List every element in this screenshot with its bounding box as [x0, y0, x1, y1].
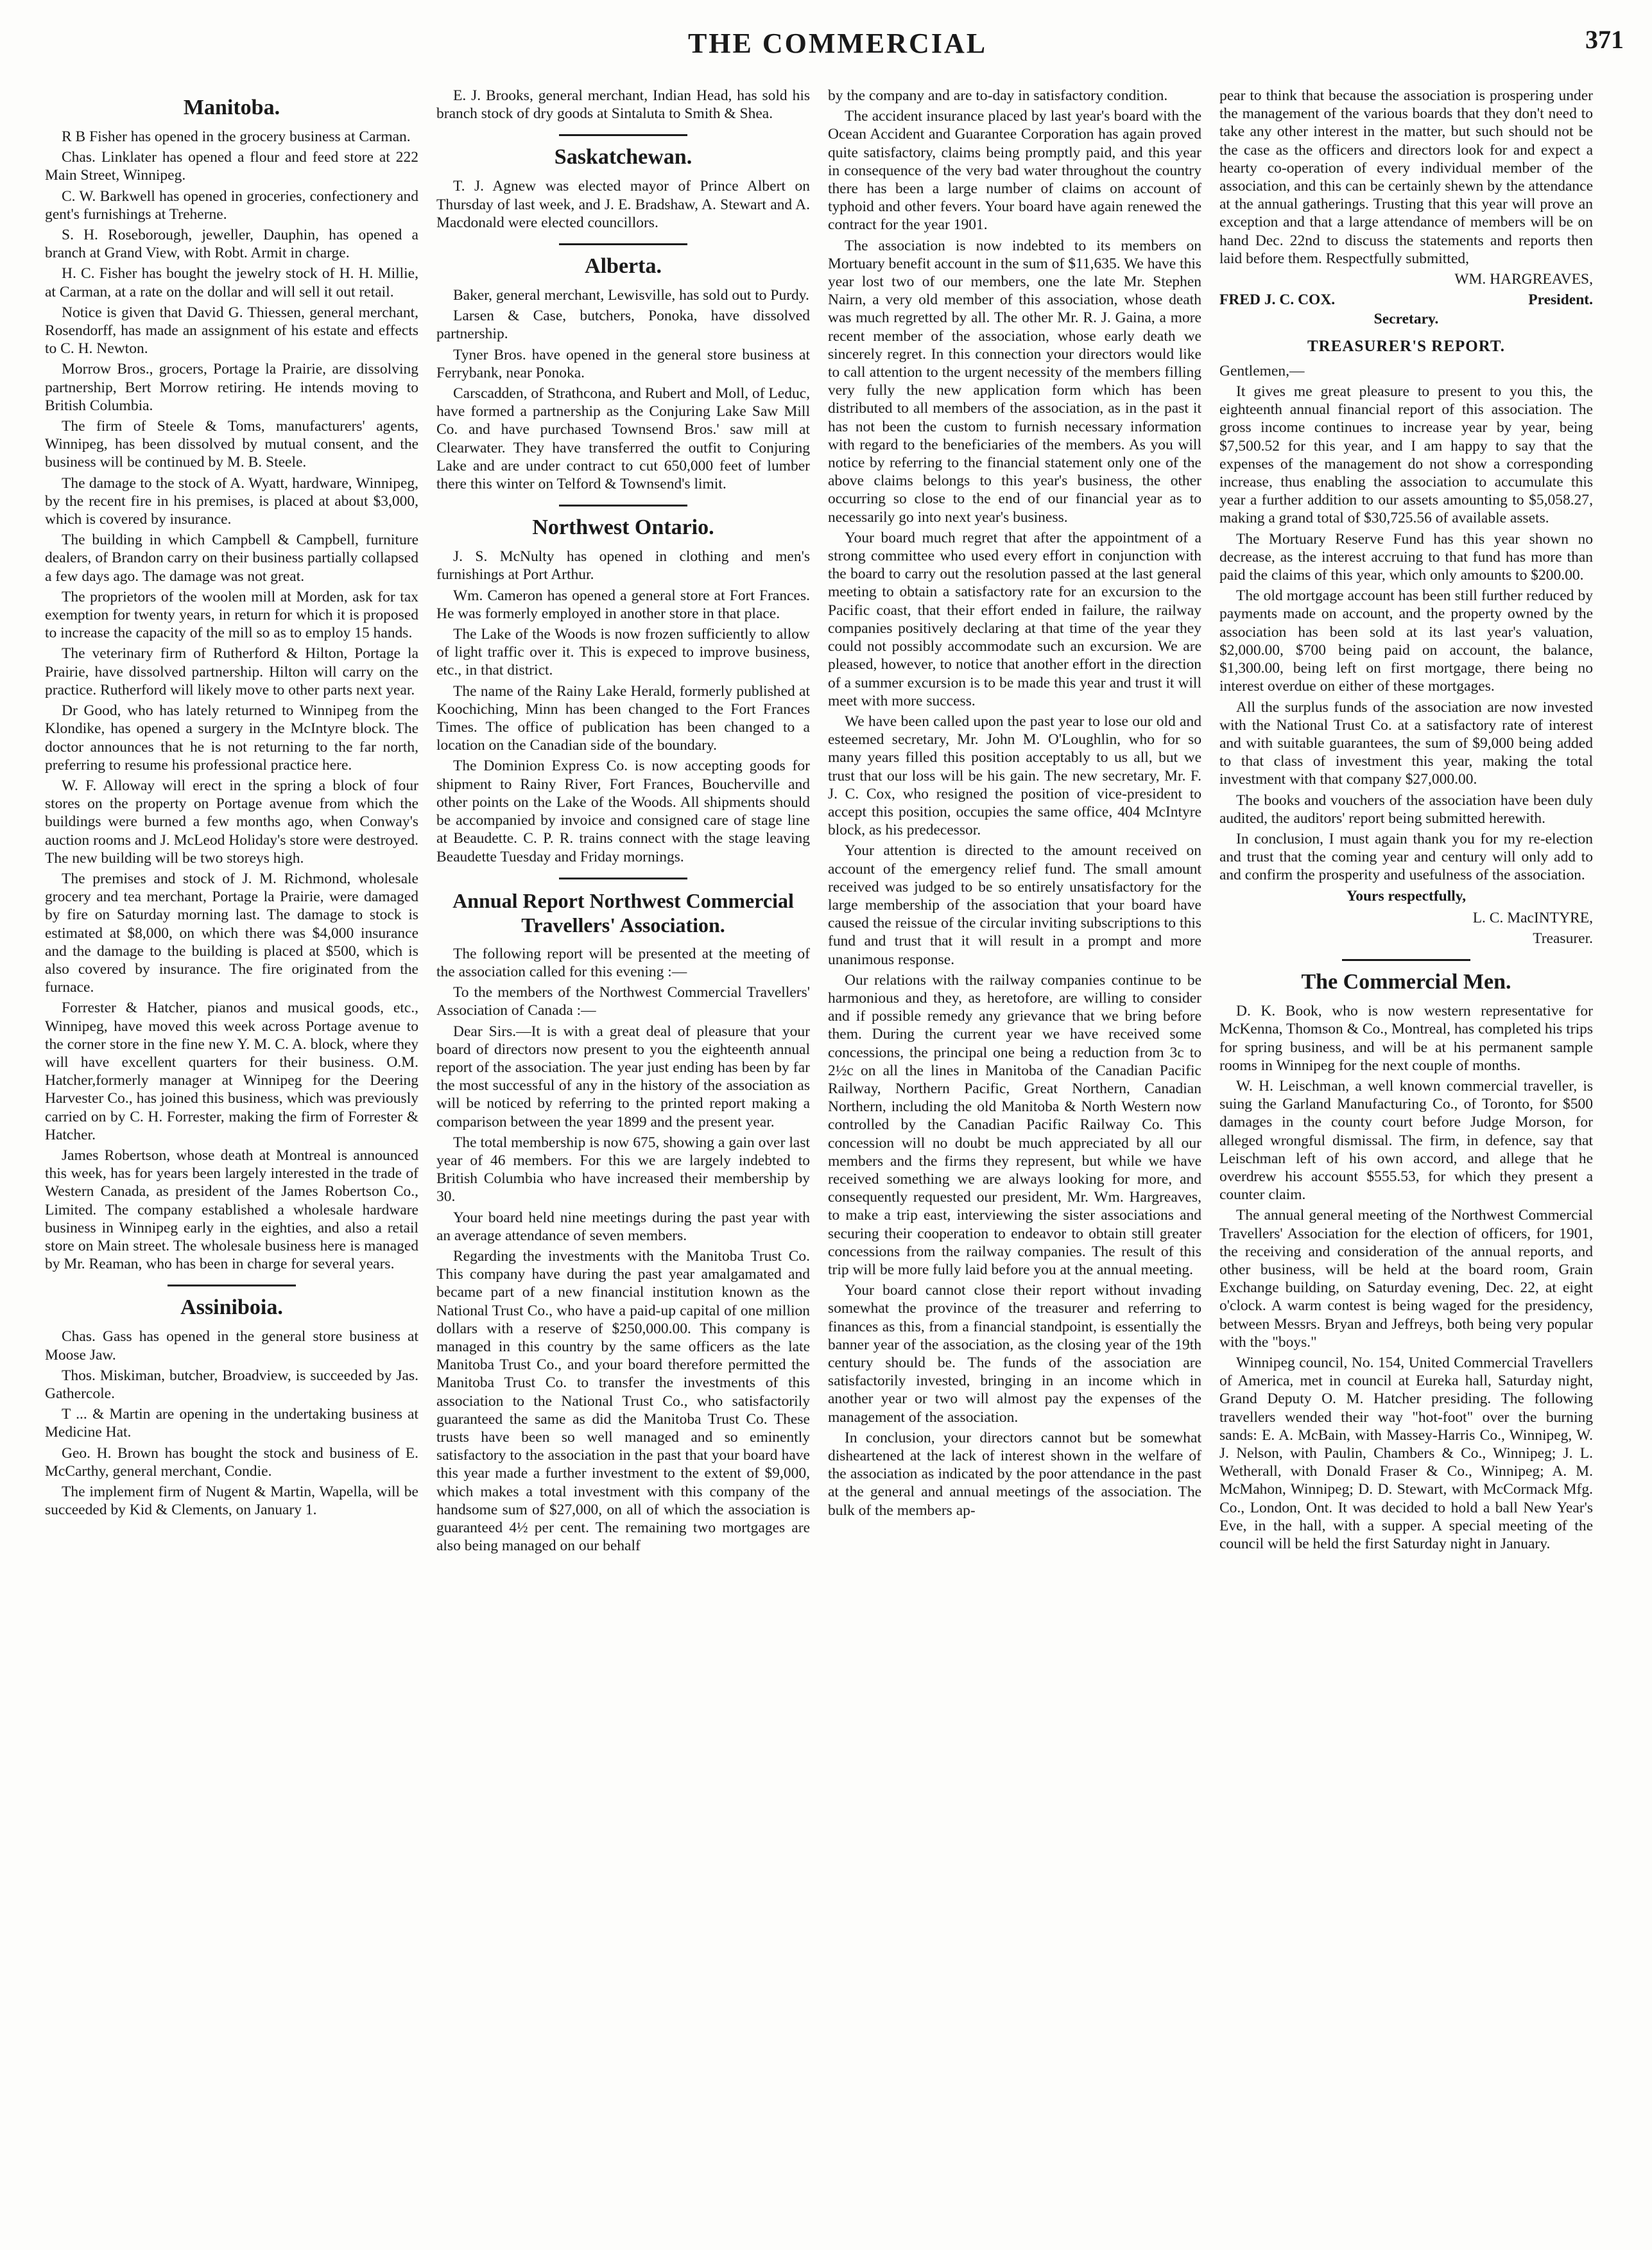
section-divider: [559, 134, 687, 136]
paragraph: Carscadden, of Strathcona, and Rubert and Moll, of Leduc, have formed a partnership as the Conjuring Lake Saw Mill Co. and have purchased Townsend Bros.' saw mill at Clearwater. They have transferred the outfit to Conjuring Lake and are under contract to cut 650,000 feet of lumber there this winter on Telford & Townsend's limit.: [436, 385, 810, 493]
paragraph: J. S. McNulty has opened in clothing and men's furnishings at Port Arthur.: [436, 548, 810, 584]
paragraph: E. J. Brooks, general merchant, Indian Head, has sold his branch stock of dry goods at Sintaluta to Smith & Shea.: [436, 87, 810, 123]
signature-name: FRED J. C. COX.: [1219, 291, 1336, 309]
paragraph: S. H. Roseborough, jeweller, Dauphin, has opened a branch at Grand View, with Robt. Armit in charge.: [45, 227, 418, 262]
article-heading: Annual Report Northwest Commercial Travellers' Association.: [452, 888, 794, 937]
paragraph: Gentlemen,—: [1219, 362, 1305, 379]
publication-title: THE COMMERCIAL: [687, 28, 988, 59]
paragraph: R B Fisher has opened in the grocery business at Carman.: [62, 128, 411, 145]
paragraph: by the company and are to-day in satisfactory condition.: [828, 87, 1168, 104]
paragraph: T. J. Agnew was elected mayor of Prince Albert on Thursday of last week, and J. E. Bradshaw, A. Stewart and A. Macdonald were elected councillors.: [436, 178, 810, 231]
paragraph: In conclusion, I must again thank you for my re-election and trust that the coming year and century will only add to and confirm the prosperity and usefulness of the association.: [1219, 830, 1593, 884]
paragraph: Wm. Cameron has opened a general store at Fort Frances. He was formerly employed in another store in that place.: [436, 587, 810, 622]
signature-line: Yours respectfully,: [1346, 887, 1467, 904]
page-number: 371: [1585, 25, 1624, 54]
column-4: [1219, 87, 1593, 2224]
paragraph: Forrester & Hatcher, pianos and musical goods, etc., Winnipeg, have moved this week across Portage avenue to the corner store in the fine new Y. M. C. A. block, where they will have excellent quarters for their business. O.M. Hatcher,formerly manager at Winnipeg for the Deering Harvester Co., has joined this business, which was previously carried on by C. H. Forrester, making the firm of Forrester & Hatcher.: [45, 1000, 418, 1143]
paragraph: W. F. Alloway will erect in the spring a block of four stores on the property on Portage avenue from which the buildings were burned a few months ago, when Conway's auction rooms and J. McLeod Holiday's store were destroyed. The new building will be two storeys high.: [45, 777, 418, 867]
masthead: [51, 23, 1624, 68]
paragraph: The building in which Campbell & Campbell, furniture dealers, of Brandon carry on their business partially collapsed a few days ago. The damage was not great.: [45, 532, 418, 585]
paragraph: Baker, general merchant, Lewisville, has sold out to Purdy.: [453, 287, 809, 304]
paragraph: The following report will be presented at the meeting of the association called for this evening :—: [436, 945, 810, 980]
signature-line: Secretary.: [1373, 311, 1439, 328]
paragraph: Your board cannot close their report without invading somewhat the province of the treasurer and referring to finances as this, from a financial standpoint, is essentially the banner year of the association, as the closing year of the 19th century should be. The funds of the association are satisfactorily invested, bringing in an income which in another year or two will almost pay the expenses of the management of the association.: [828, 1282, 1201, 1426]
paragraph: Thos. Miskiman, butcher, Broadview, is succeeded by Jas. Gathercole.: [45, 1367, 418, 1402]
paragraph: D. K. Book, who is now western representative for McKenna, Thomson & Co., Montreal, has completed his trips for spring business, and will be at his permanent sample rooms in Winnipeg for the next couple of months.: [1219, 1003, 1593, 1074]
paragraph: Larsen & Case, butchers, Ponoka, have dissolved partnership.: [436, 307, 810, 343]
paragraph: C. W. Barkwell has opened in groceries, confectionery and gent's furnishings at Treherne.: [45, 187, 418, 223]
section-divider: [559, 505, 687, 506]
paragraph: Your board much regret that after the appointment of a strong committee who used every effort in conjunction with the board to carry out the resolution passed at the last general meeting to obtain a satisfactory rate for an excursion to the Pacific coast, that their effort ended in failure, the railway companies positively declaring at that time of the year they could not possibly accommodate such an excursion. We are pleased, however, to notice that another effort in the direction of a summer excursion is to be made this year and trust it will meet with more success.: [828, 529, 1201, 709]
paragraph: The old mortgage account has been still further reduced by payments made on account, and the property owned by the association has been sold at its last year's valuation, $2,000.00, $700 being paid on account, the balance, $1,300.00, being left on first mortgage, there being no interest overdue on either of these mortgages.: [1219, 587, 1593, 695]
section-divider: [559, 243, 687, 245]
section-divider: [559, 878, 687, 879]
paragraph: Morrow Bros., grocers, Portage la Prairie, are dissolving partnership, Bert Morrow retiring. He intends moving to British Columbia.: [45, 361, 418, 414]
section-heading: The Commercial Men.: [1301, 970, 1511, 994]
signature-line: L. C. MacINTYRE,: [1472, 909, 1593, 926]
section-heading: Manitoba.: [183, 96, 280, 119]
paragraph: The Mortuary Reserve Fund has this year shown no decrease, as the interest accruing to that fund has more than paid the claims of this year, which only amounts to $200.00.: [1219, 530, 1593, 584]
signature-title: President.: [1528, 291, 1593, 309]
paragraph: Dr Good, who has lately returned to Winnipeg from the Klondike, has opened a surgery in the McIntyre block. The doctor announces that he is not returning to the far north, preferring to resume his professional practice here.: [45, 702, 418, 774]
paragraph: The Dominion Express Co. is now accepting goods for shipment to Rainy River, Fort Frances, Boucherville and other points on the Lake of the Woods. All shipments should be accompanied by invoice and consigned care of stage line at Beaudette. C. P. R. trains connect with the stage leaving Beaudette Tuesday and Friday mornings.: [436, 757, 810, 865]
paragraph: All the surplus funds of the association are now invested with the National Trust Co. at a satisfactory rate of interest and with suitable guarantees, the sum of $9,000 being added to that class of investment this year, making the total investment with that company $27,000.00.: [1219, 698, 1593, 788]
paragraph: W. H. Leischman, a well known commercial traveller, is suing the Garland Manufacturing Co., of Toronto, for $500 damages in the county court before Judge Morson, for alleged wrongful dismissal. The firm, in defence, say that Leischman left of his own accord, and allege that he overdrew his account $555.53, for which they present a counter claim.: [1219, 1077, 1593, 1204]
paragraph: H. C. Fisher has bought the jewelry stock of H. H. Millie, at Carman, at a rate on the dollar and will sell it out retail.: [45, 265, 418, 300]
column-2: [436, 87, 810, 2224]
paragraph: Your board held nine meetings during the past year with an average attendance of seven members.: [436, 1209, 810, 1244]
paragraph: The proprietors of the woolen mill at Morden, ask for tax exemption for twenty years, in return for which it is proposed to increase the capacity of the mill so as to employ 15 hands.: [45, 588, 418, 642]
paragraph: Winnipeg council, No. 154, United Commercial Travellers of America, met in council at Eureka hall, Saturday night, Grand Deputy O. M. Hatcher presiding. The following travellers wended their way "hot-foot" over the burning sands: E. A. McBain, with Massey-Harris Co., Winnipeg, W. J. Nelson, with Paulin, Chambers & Co., Winnipeg; J. L. Wetherall, with Donald Fraser & Co., Winnipeg; A. M. McMahon, Winnipeg; D. D. Stewart, with McCormack Mfg. Co., London, Ont. It was decided to hold a ball New Year's Eve, in the hall, with a supper. A special meeting of the council will be held the first Saturday night in January.: [1219, 1354, 1593, 1553]
paragraph: It gives me great pleasure to present to you this, the eighteenth annual financial report of this association. The gross income continues to increase year by year, being $7,500.52 for this year, and I am happy to say that the expenses of the management do not show a corresponding increase, thus enabling the association to accumulate this year a further addition to our assets amounting to $5,058.27, making a grand total of $30,725.56 of available assets.: [1219, 383, 1593, 527]
paragraph: The implement firm of Nugent & Martin, Wapella, will be succeeded by Kid & Clements, on January 1.: [45, 1484, 418, 1519]
section-divider: [1342, 959, 1470, 961]
section-heading: Assiniboia.: [180, 1295, 283, 1320]
paragraph: Chas. Gass has opened in the general store business at Moose Jaw.: [45, 1328, 418, 1363]
paragraph: The annual general meeting of the Northwest Commercial Travellers' Association for the election of officers, for 1901, the receiving and consideration of the annual reports, and other business, will be held at the board room, Grain Exchange building, on Saturday evening, Dec. 22, at eight o'clock. A warm contest is being waged for the presidency, between Messrs. Bryan and Jeffreys, both being very popular with the "boys.": [1219, 1207, 1593, 1351]
paragraph: The total membership is now 675, showing a gain over last year of 46 members. For this we are largely indebted to British Columbia who have increased their membership by 30.: [436, 1134, 810, 1206]
paragraph: The name of the Rainy Lake Herald, formerly published at Koochiching, Minn has been changed to the Fort Frances Times. The office of publication has been changed to a location on the Canadian side of the boundary.: [436, 682, 810, 754]
section-heading: Northwest Ontario.: [532, 515, 714, 540]
paragraph: The premises and stock of J. M. Richmond, wholesale grocery and tea merchant, Portage la Prairie, were damaged by fire on Saturday morning last. The damage to stock is estimated at $8,000, on which there was $4,000 insurance and the damage to the building is placed at $500, which is also covered by insurance. The fire originated from the furnace.: [45, 870, 418, 996]
paragraph: The accident insurance placed by last year's board with the Ocean Accident and Guarantee Corporation has again proved quite satisfactory, claims being promptly paid, and this year in consequence of the very bad water throughout the country there has been a large number of claims on account of typhoid and other fevers. Your board have again renewed the contract for the year 1901.: [828, 108, 1201, 234]
signature-line: Treasurer.: [1533, 930, 1593, 947]
paragraph: To the members of the Northwest Commercial Travellers' Association of Canada :—: [436, 984, 810, 1019]
section-heading: Alberta.: [585, 254, 662, 279]
column-3: [828, 87, 1201, 2224]
paragraph: Your attention is directed to the amount received on account of the emergency relief fund. The small amount received was judged to be so entirely unsatisfactory for the large membership of the association that your board have caused the reissue of the circular inviting subscriptions to this fund and trust that it will result in a prompt and more unanimous response.: [828, 842, 1201, 968]
paragraph: The veterinary firm of Rutherford & Hilton, Portage la Prairie, have dissolved partnership. Hilton will carry on the practice. Rutherford will likely move to other parts next year.: [45, 645, 418, 698]
paragraph: In conclusion, your directors cannot but be somewhat disheartened at the lack of interest shown in the welfare of the association as indicated by the poor attendance in the past at the general and annual meetings of the association. The bulk of the members ap-: [828, 1429, 1201, 1519]
paragraph: The Lake of the Woods is now frozen sufficiently to allow of light traffic over it. This is expeced to improve business, etc., in that district.: [436, 626, 810, 679]
paragraph: James Robertson, whose death at Montreal is announced this week, has for years been largely interested in the trade of Western Canada, as president of the James Robertson Co., Limited. The company established a wholesale hardware business in Winnipeg early in the eighties, and also a retail store on Main street. The wholesale business here is managed by Mr. Reaman, who has been in charge for several years.: [45, 1147, 418, 1273]
paragraph: T ... & Martin are opening in the undertaking business at Medicine Hat.: [45, 1406, 418, 1441]
paragraph: The firm of Steele & Toms, manufacturers' agents, Winnipeg, has been dissolved by mutual consent, and the business will be continued by M. B. Steele.: [45, 418, 418, 471]
paragraph: Dear Sirs.—It is with a great deal of pleasure that your board of directors now present to you the eighteenth annual report of the association. The year just ending has been by far the most successful of any in the history of the association as will be noticed by referring to the printed report making a comparison between the year 1899 and the present year.: [436, 1023, 810, 1130]
signature-line: WM. HARGREAVES,: [1454, 271, 1593, 288]
section-heading: Saskatchewan.: [554, 145, 693, 169]
signature-row: [1219, 291, 1593, 309]
paragraph: Our relations with the railway companies continue to be harmonious and they, as heretofore, are willing to consider and if possible remedy any grievance that we bring before them. During the current year we have received some concessions, the principal one being a reduction from 3c to 2½c on all the lines in Manitoba of the Canadian Pacific Railway, Northern Pacific, Great Northern, Canadian Northern, including the old Manitoba & North Western now controlled by the Canadian Pacific Railway Co. This concession will no doubt be much appreciated by all our members and the firms they represent, but while we have received something we are always looking for more, and consequently requested our president, Mr. Wm. Hargreaves, to make a trip east, interviewing the sister associations and securing their cooperation to endeavor to obtain still greater concessions from the railway companies. The result of this trip will be more fully laid before you at the annual meeting.: [828, 971, 1201, 1278]
paragraph: Tyner Bros. have opened in the general store business at Ferrybank, near Ponoka.: [436, 346, 810, 381]
paragraph: pear to think that because the association is prospering under the management of the various boards that they don't need to take any other interest in the matter, but such should not be the case as the officers and directors look for and expect a hearty co-operation of every individual member of the association, and this can be certainly shewn by the attendance at the annual gatherings. Trusting that this year will prove an exception and that a large attendance of members will be on hand Dec. 22nd to discuss the statements and reports then laid before them. Respectfully submitted,: [1219, 87, 1593, 267]
paragraph: The association is now indebted to its members on Mortuary benefit account in the sum of $11,635. We have this year lost two of our members, one the late Mr. Stephen Nairn, a very old member of this association, whose death was much regretted by all. The other Mr. R. J. Gaina, a more recent member of the association, whose early death we sincerely regret. In this connection your directors would like to call attention to the urgent necessity of the members filling very fully the new application form which has been distributed to all members of the association, as in the past it has not been the custom to furnish necessary information with regard to the beneficiaries of the members. As you will notice by referring to the financial statement only one of the above claims belongs to this year's business, the other occurring so close to the end of our financial year as to necessarily go into next year's business.: [828, 237, 1201, 526]
column-1: [45, 87, 418, 2224]
paragraph: Chas. Linklater has opened a flour and feed store at 222 Main Street, Winnipeg.: [45, 149, 418, 184]
subheading: TREASURER'S REPORT.: [1307, 337, 1505, 355]
paragraph: Notice is given that David G. Thiessen, general merchant, Rosendorff, has made an assignment of his estate and effects to C. H. Newton.: [45, 304, 418, 358]
paragraph: The books and vouchers of the association have been duly audited, the auditors' report being submitted herewith.: [1219, 792, 1593, 827]
paragraph: We have been called upon the past year to lose our old and esteemed secretary, Mr. John M. O'Loughlin, who for so many years filled this position acceptably to us all, but we trust that our loss will be his gain. The new secretary, Mr. F. J. C. Cox, who resigned the position of vice-president to accept this position, occupies the same office, 404 McIntyre block, as his predecessor.: [828, 713, 1201, 839]
section-divider: [168, 1285, 296, 1286]
paragraph: The damage to the stock of A. Wyatt, hardware, Winnipeg, by the recent fire in his premises, is placed at about $3,000, which is covered by insurance.: [45, 474, 418, 528]
paragraph: Regarding the investments with the Manitoba Trust Co. This company have during the past year amalgamated and became part of a new financial institution known as the National Trust Co., who have a paid-up capital of one million dollars with a reserve of $250,000.00. This company is managed in this country by the same officers as the late Manitoba Trust Co., and your board therefore permitted the Manitoba Trust Co. to transfer the investments of this association to the National Trust Co., who satisfactorily guaranteed the same as did the Manitoba Trust Co. These trusts have been so well managed and so eminently satisfactory to the association in the past that your board have this year made a further investment to the extent of $9,000, which makes a total investment with this company of the handsome sum of $27,000, on all of which the association is guaranteed 4½ per cent. The remaining two mortgages are also being managed on our behalf: [436, 1247, 810, 1555]
paragraph: Geo. H. Brown has bought the stock and business of E. McCarthy, general merchant, Condie.: [45, 1444, 418, 1480]
